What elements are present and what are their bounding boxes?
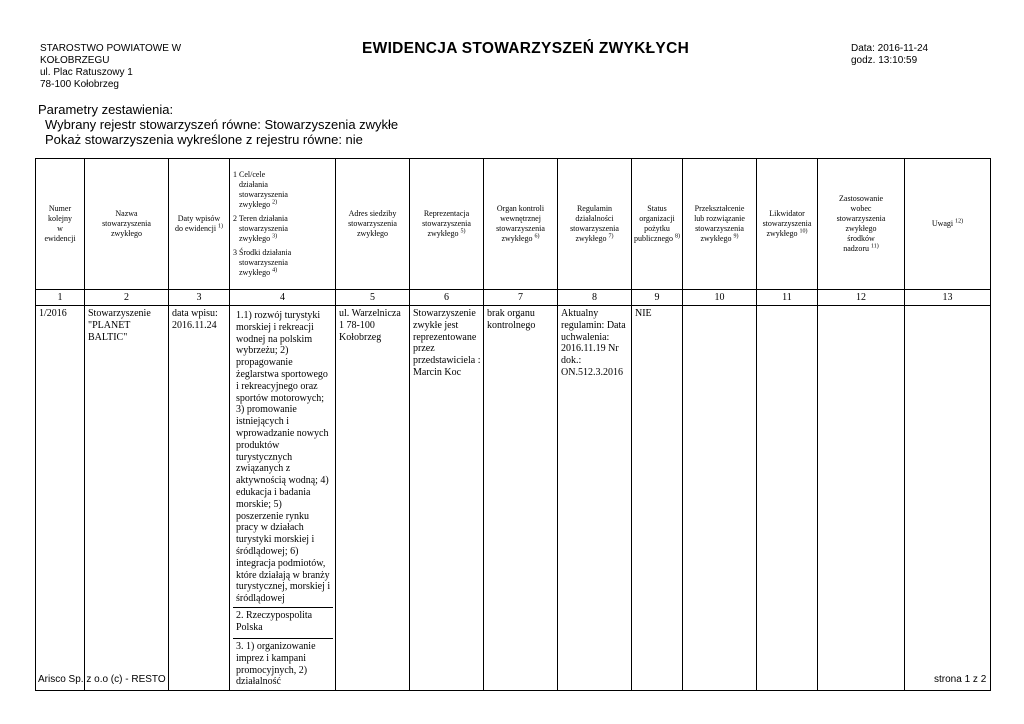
table-row	[36, 306, 991, 691]
col-header-name: Nazwa stowarzyszenia zwykłego	[85, 159, 169, 290]
column-number: 11	[757, 290, 818, 306]
column-number: 8	[558, 290, 632, 306]
office-line: ul. Plac Ratuszowy 1	[40, 67, 133, 78]
footer-copyright: Arisco Sp. z o.o (c) - RESTO	[38, 674, 166, 685]
parameter-deleted: Pokaż stowarzyszenia wykreślone z rejestru równe: nie	[45, 132, 363, 147]
cell-supervision	[818, 306, 905, 691]
col-header-regulations: Regulamin działalności stowarzyszenia zwykłego $^{7)}$	[558, 159, 632, 290]
col-header-control-body: Organ kontroli wewnętrznej stowarzyszenia zwykłego $^{6)}$	[484, 159, 558, 290]
report-date: Data: 2016-11-24	[851, 43, 929, 54]
office-line: STAROSTWO POWIATOWE W	[40, 43, 182, 54]
table-header-row	[36, 159, 991, 290]
column-number: 12	[818, 290, 905, 306]
col-header-liquidator: Likwidator stowarzyszenia zwykłego $^{10)}$	[757, 159, 818, 290]
cell-regulations: Aktualny regulamin: Data uchwalenia: 2016.11.19 Nr dok.: ON.512.3.2016	[558, 306, 632, 691]
cell-liquidator	[757, 306, 818, 691]
parameters-heading: Parametry zestawienia:	[38, 102, 174, 117]
page-indicator: strona 1 z 2	[934, 674, 987, 685]
col-header-dates: Daty wpisów do ewidencji $^{1)}$	[169, 159, 230, 290]
goals-text: 1.1) rozwój turystyki morskiej i rekreacji wodnej na polskim wybrzeżu; 2) propagowanie żeglarstwa sportowego i rekreacyjnego oraz sportów motorowych; 3) promowanie istniejących i wprowadzanie nowych produktów turystycznych związanych z aktywnością wodną; 4) edukacja i badania morskie; 5) poszerzenie rynku pracy w działach turystyki morskiej i śródlądowej; 6) integracja podmiotów, które działają w branży turystycznej, morskiej i śródlądowej	[233, 308, 333, 608]
cell-name: Stowarzyszenie "PLANET BALTIC"	[85, 306, 169, 691]
cell-control-body: brak organu kontrolnego	[484, 306, 558, 691]
column-number-row	[36, 290, 991, 306]
column-number: 2	[85, 290, 169, 306]
report-time: godz. 13:10:59	[851, 55, 918, 66]
date-block	[851, 43, 928, 67]
col-header-supervision: Zastosowanie wobec stowarzyszenia zwykłego środków nadzoru $^{11)}$	[818, 159, 905, 290]
column-number: 10	[683, 290, 757, 306]
column-number: 3	[169, 290, 230, 306]
registry-table	[35, 158, 991, 691]
col-header-transformation: Przekształcenie lub rozwiązanie stowarzyszenia zwykłego $^{9)}$	[683, 159, 757, 290]
office-line: 78-100 Kołobrzeg	[40, 79, 119, 90]
cell-transformation	[683, 306, 757, 691]
col-header-remarks: Uwagi $^{12)}$	[905, 159, 991, 290]
col-header-goals-area-means: 1 Cel/cele działania stowarzyszenia zwykłego $^{2)}$ 2 Teren działania stowarzyszenia zwykłego $^{3)}$ 3 Środki działania stowarzyszenia zwykłego $^{4)}$	[230, 159, 336, 290]
cell-remarks	[905, 306, 991, 691]
report-parameters	[38, 102, 398, 147]
column-number: 5	[336, 290, 410, 306]
cell-dates: data wpisu: 2016.11.24	[169, 306, 230, 691]
area-text: 2. Rzeczypospolita Polska	[233, 608, 333, 639]
col-header-representation: Reprezentacja stowarzyszenia zwykłego $^{5)}$	[410, 159, 484, 290]
col-header-address: Adres siedziby stowarzyszenia zwykłego	[336, 159, 410, 290]
cell-representation: Stowarzyszenie zwykłe jest reprezentowane przez przedstawiciela : Marcin Koc	[410, 306, 484, 691]
means-text: 3. 1) organizowanie imprez i kampani promocyjnych, 2) działalność	[236, 640, 316, 688]
column-number: 9	[632, 290, 683, 306]
parameter-register: Wybrany rejestr stowarzyszeń równe: Stowarzyszenia zwykłe	[45, 117, 399, 132]
office-line: KOŁOBRZEGU	[40, 55, 110, 66]
column-number: 6	[410, 290, 484, 306]
column-number: 1	[36, 290, 85, 306]
cell-public-benefit: NIE	[632, 306, 683, 691]
col-header-public-benefit: Status organizacji pożytku publicznego $^{8)}$	[632, 159, 683, 290]
column-number: 7	[484, 290, 558, 306]
cell-goals-area-means	[230, 306, 336, 691]
cell-number: 1/2016	[36, 306, 85, 691]
cell-address: ul. Warzelnicza 1 78-100 Kołobrzeg	[336, 306, 410, 691]
column-number: 13	[905, 290, 991, 306]
document-title: EWIDENCJA STOWARZYSZEŃ ZWYKŁYCH	[362, 40, 690, 57]
col-header-number: Numer kolejny w ewidencji	[36, 159, 85, 290]
office-address	[40, 43, 181, 91]
column-number: 4	[230, 290, 336, 306]
